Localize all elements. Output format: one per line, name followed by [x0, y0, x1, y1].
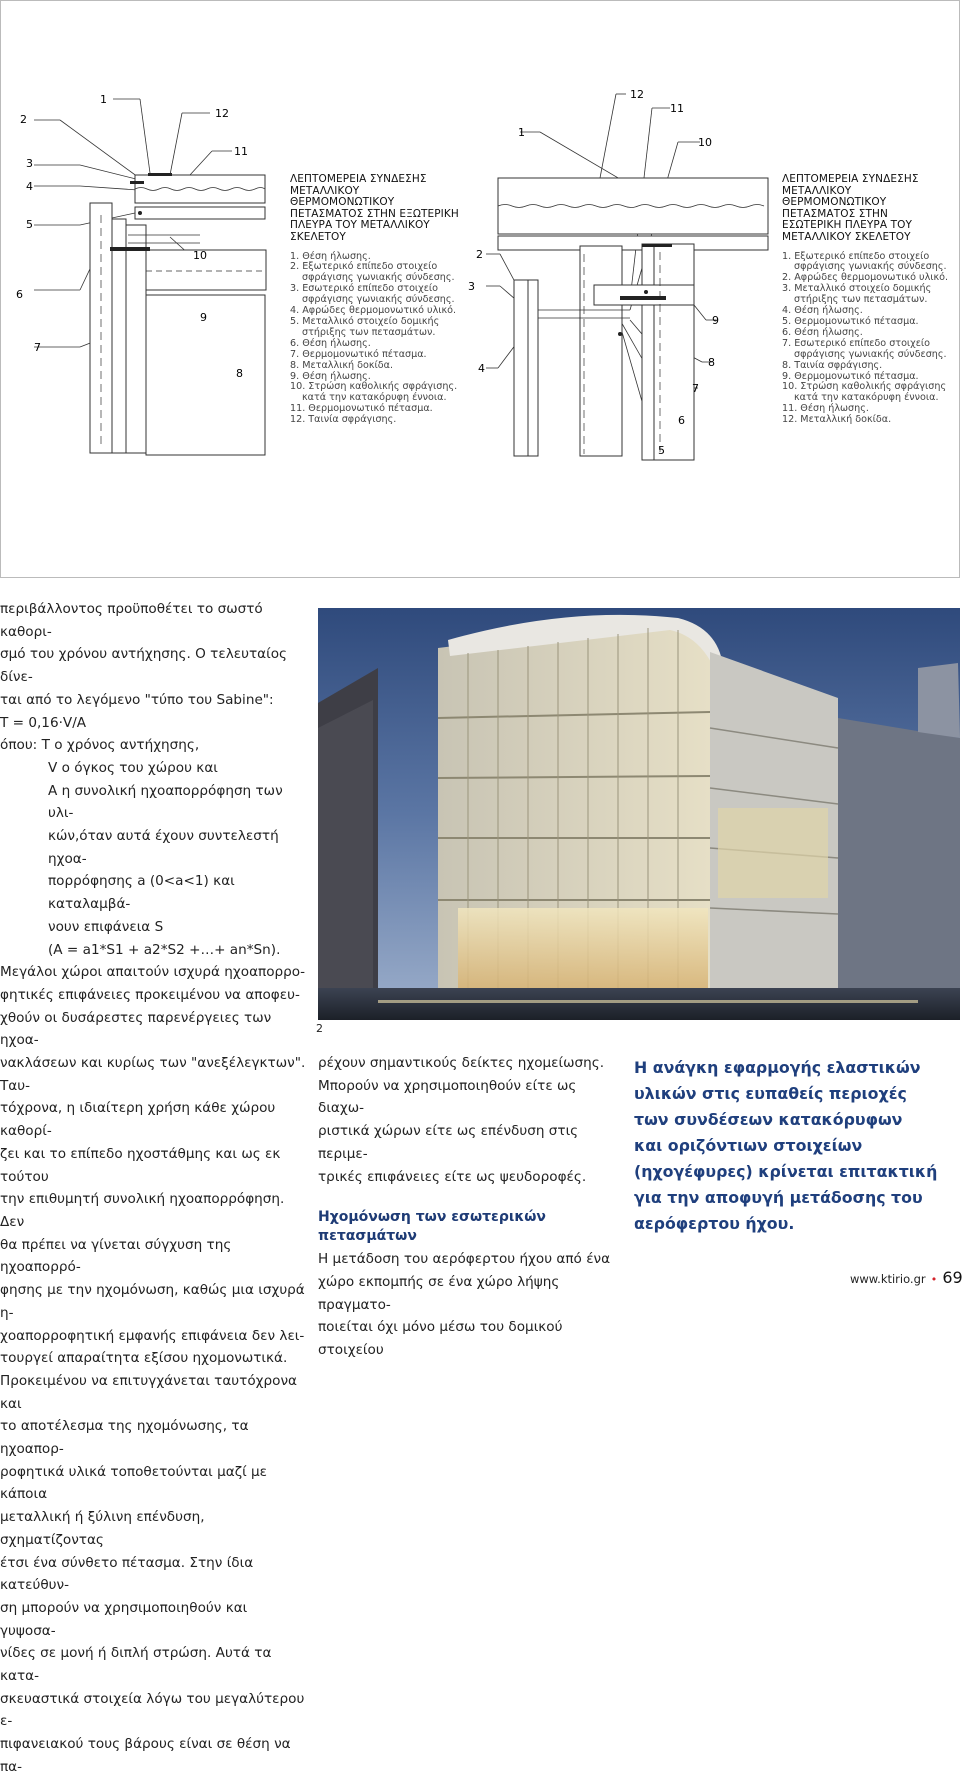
detail-drawing-1 [16, 85, 280, 465]
body-line: νίδες σε μονή ή διπλή στρώση. Αυτά τα κατα- [0, 1645, 272, 1685]
body-line: ζει και το επίπεδο ηχοστάθμης και ως εκ τούτου [0, 1145, 281, 1185]
body-line: τόχρονα, η ιδιαίτερη χρήση κάθε χώρου καθορί- [0, 1100, 276, 1140]
pull-quote [634, 1055, 954, 1237]
legend-item-label: 2. Αφρώδες θερμομονωτικό υλικό. [782, 272, 949, 284]
drawing2-title-line: ΛΕΠΤΟΜΕΡΕΙΑ ΣΥΝΔΕΣΗΣ [782, 173, 919, 185]
legend-item-label: 7. Εσωτερικό επίπεδο στοιχείο σφράγισης γωνιακής σύνδεσης. [782, 337, 947, 360]
body-line: κών,όταν αυτά έχουν συντελεστή ηχοα- [48, 828, 279, 867]
body-line: το αποτέλεσμα της ηχομόνωσης, τα ηχοαπορ- [0, 1418, 249, 1458]
drawing2-callout-7: 7 [692, 382, 699, 395]
body-line: πιφανειακού τους βάρους είναι σε θέση να πα- [0, 1736, 291, 1775]
body-line: T = 0,16·V/A [0, 714, 87, 731]
section-subheading [318, 1208, 618, 1246]
drawing2-callout-10: 10 [698, 136, 712, 149]
body-column-2 [318, 1052, 618, 1362]
body-line: ροφητικά υλικά τοποθετούνται μαζί με κάποια [0, 1463, 268, 1503]
drawing2-title-line: ΜΕΤΑΛΛΙΚΟΥ [782, 184, 852, 197]
legend-item [782, 361, 950, 372]
pull-quote-line: για την αποφυγή μετάδοσης του [634, 1188, 923, 1207]
legend-item-label: 2. Εξωτερικό επίπεδο στοιχείο σφράγισης γωνιακής σύνδεσης. [290, 261, 455, 284]
legend-item-label: 6. Θέση ήλωσης. [290, 337, 371, 349]
body-column-1 [0, 598, 306, 1779]
legend-item-label: 5. Μεταλλικό στοιχείο δομικής στήριξης των πετασμάτων. [290, 316, 440, 338]
legend-item [290, 415, 470, 426]
pull-quote-line: και οριζόντιων στοιχείων [634, 1136, 863, 1155]
legend-item [290, 284, 470, 306]
drawing2-title-line: ΜΕΤΑΛΛΙΚΟΥ ΣΚΕΛΕΤΟΥ [782, 230, 911, 243]
body-line: νουν επιφάνεια S [48, 918, 164, 935]
drawing1-title-line: ΛΕΠΤΟΜΕΡΕΙΑ ΣΥΝΔΕΣΗΣ [290, 173, 427, 185]
drawing1-callout-3: 3 [26, 157, 33, 170]
drawing2-callout-8: 8 [708, 356, 715, 369]
legend-item-label: 9. Θερμομονωτικό πέτασμα. [782, 370, 919, 382]
drawing1-callout-5: 5 [26, 218, 33, 231]
legend-item-label: 8. Μεταλλική δοκίδα. [290, 359, 394, 371]
subheading-line: Ηχομόνωση των εσωτερικών [318, 1209, 546, 1226]
drawing2-callout-3: 3 [468, 280, 475, 293]
drawing2-legend [782, 252, 950, 427]
drawing2-caption [782, 174, 950, 426]
legend-item-label: 10. Στρώση καθολικής σφράγισης. κατά την κατακόρυφη έννοια. [290, 381, 458, 404]
legend-item-label: 8. Ταινία σφράγισης. [782, 359, 883, 371]
drawing2-title-line: ΘΕΡΜΟΜΟΝΩΤΙΚΟΥ [782, 196, 887, 209]
body-line: την επιθυμητή συνολική ηχοαπορρόφηση. Δεν [0, 1191, 285, 1230]
body-line: Η μετάδοση του αερόφερτου ήχου από ένα [318, 1251, 611, 1268]
body-line: χώρο εκπομπής σε ένα χώρο λήψης πραγματο- [318, 1273, 560, 1313]
body-line: ποιείται όχι μόνο μέσω του δομικού στοιχείου [318, 1319, 563, 1359]
drawing1-callout-11: 11 [234, 145, 248, 158]
body-line: Μπορούν να χρησιμοποιηθούν είτε ως διαχω- [318, 1077, 577, 1117]
body-line: V ο όγκος του χώρου και [48, 759, 218, 776]
body-line: περιβάλλοντος προϋποθέτει το σωστό καθορι- [0, 601, 263, 640]
legend-item [290, 361, 470, 372]
body-line: έτσι ένα σύνθετο πέτασμα. Στην ίδια κατεύθυν- [0, 1554, 254, 1594]
drawing1-callout-12: 12 [215, 107, 229, 120]
footer-url[interactable]: www.ktirio.gr [850, 1272, 926, 1286]
legend-item-label: 4. Θέση ήλωσης. [782, 305, 863, 317]
drawing2-title-line: ΠΕΤΑΣΜΑΤΟΣ ΣΤΗΝ [782, 207, 888, 220]
drawing1-callout-10: 10 [193, 249, 207, 262]
legend-item [290, 262, 470, 284]
body-line: ται από το λεγόμενο "τύπο του Sabine": [0, 691, 274, 708]
body-line: ρέχουν σημαντικούς δείκτες ηχομείωσης. [318, 1055, 605, 1071]
legend-item [782, 339, 950, 361]
body-line: θα πρέπει να γίνεται σύγχυση της ηχοαπορρό- [0, 1236, 232, 1276]
drawing1-callout-2: 2 [20, 113, 27, 126]
pull-quote-line: υλικών στις ευπαθείς περιοχές [634, 1084, 907, 1103]
building-photo [318, 608, 960, 1020]
legend-item-label: 5. Θερμομονωτικό πέτασμα. [782, 316, 919, 327]
drawing1-caption [290, 174, 470, 426]
drawing1-title-line: ΠΛΕΥΡΑ ΤΟΥ ΜΕΤΑΛΛΙΚΟΥ [290, 219, 430, 232]
legend-item [782, 252, 950, 274]
legend-item-label: 4. Αφρώδες θερμομονωτικό υλικό. [290, 305, 457, 317]
legend-item-label: 10. Στρώση καθολικής σφράγισης κατά την κατακόρυφη έννοια. [782, 381, 947, 404]
drawing1-title [290, 174, 470, 244]
drawing2-title-line: ΕΣΩΤΕΡΙΚΗ ΠΛΕΥΡΑ ΤΟΥ [782, 219, 912, 232]
legend-item-label: 3. Εσωτερικό επίπεδο στοιχείο σφράγισης γωνιακής σύνδεσης. [290, 283, 455, 306]
legend-item-label: 11. Θερμομονωτικό πέτασμα. [290, 403, 433, 415]
body-line: χοαπορροφητική εμφανής επιφάνεια δεν λει- [0, 1327, 305, 1344]
pull-quote-line: (ηχογέφυρες) κρίνεται επιτακτική [634, 1162, 938, 1181]
body-line: ση μπορούν να χρησιμοποιηθούν και γυψοσα- [0, 1599, 248, 1639]
legend-item [290, 317, 470, 339]
drawing1-title-line: ΠΕΤΑΣΜΑΤΟΣ ΣΤΗΝ ΕΞΩΤΕΡΙΚΗ [290, 207, 459, 220]
pull-quote-line: των συνδέσεων κατακόρυφων [634, 1110, 903, 1129]
legend-item-label: 12. Ταινία σφράγισης. [290, 414, 397, 426]
legend-item-label: 11. Θέση ήλωσης. [782, 403, 869, 415]
legend-item-label: 9. Θέση ήλωσης. [290, 370, 371, 382]
drawing1-title-line: ΜΕΤΑΛΛΙΚΟΥ [290, 184, 360, 197]
drawing2-callout-6: 6 [678, 414, 685, 427]
drawing1-callout-1: 1 [100, 93, 107, 106]
legend-item-label: 1. Θέση ήλωσης. [290, 250, 371, 262]
body-line: (A = a1*S1 + a2*S2 +…+ an*Sn). [48, 941, 281, 958]
drawing2-callout-12: 12 [630, 88, 644, 101]
drawing2-title [782, 174, 950, 244]
legend-item-label: 3. Μεταλλικό στοιχείο δομικής στήριξης των πετασμάτων. [782, 283, 932, 306]
body-line: A η συνολική ηχοαπορρόφηση των υλι- [48, 782, 283, 822]
drawing1-callout-7: 7 [34, 341, 41, 354]
drawing1-title-line: ΣΚΕΛΕΤΟΥ [290, 230, 346, 243]
pull-quote-line: Η ανάγκη εφαρμογής ελαστικών [634, 1058, 921, 1077]
drawing2-callout-9: 9 [712, 314, 719, 327]
drawing2-callout-4: 4 [478, 362, 485, 375]
drawing2-callout-1: 1 [518, 126, 525, 139]
drawing1-callout-9: 9 [200, 311, 207, 324]
body-line: Προκειμένου να επιτυγχάνεται ταυτόχρονα και [0, 1372, 298, 1412]
body-line: τουργεί απαραίτητα εξίσου ηχομονωτικά. [0, 1350, 288, 1367]
body-line: φησης με την ηχομόνωση, καθώς μια ισχυρά η- [0, 1282, 305, 1321]
body-line: νακλάσεων και κυρίως των "ανεξέλεγκτων". Ταυ- [0, 1055, 306, 1094]
legend-item-label: 12. Μεταλλική δοκίδα. [782, 414, 892, 426]
footer-bullet: • [930, 1273, 938, 1286]
body-line: μεταλλική ή ξύλινη επένδυση, σχηματίζοντας [0, 1509, 205, 1548]
drawing2-callout-5: 5 [658, 444, 665, 457]
drawing1-legend [290, 252, 470, 427]
page-number: 69 [942, 1268, 963, 1287]
drawing1-callout-6: 6 [16, 288, 23, 301]
body-line: πορρόφησης a (0<a<1) και καταλαμβά- [48, 873, 235, 913]
legend-item-label: 1. Εξωτερικό επίπεδο στοιχείο σφράγισης γωνιακής σύνδεσης. [782, 250, 947, 273]
legend-item-label: 6. Θέση ήλωσης. [782, 326, 863, 338]
legend-item [782, 382, 950, 404]
body-line: τρικές επιφάνειες είτε ως ψευδοροφές. [318, 1168, 587, 1185]
legend-item [782, 415, 950, 426]
footer [850, 1268, 963, 1287]
photo-caption-number: 2 [316, 1022, 323, 1035]
body-line: Μεγάλοι χώροι απαιτούν ισχυρά ηχοαπορρο- [0, 964, 306, 981]
legend-item [782, 284, 950, 306]
legend-item [290, 350, 470, 361]
drawing1-callout-8: 8 [236, 367, 243, 380]
legend-item [290, 382, 470, 404]
drawing1-title-line: ΘΕΡΜΟΜΟΝΩΤΙΚΟΥ [290, 196, 395, 209]
drawing1-callout-4: 4 [26, 180, 33, 193]
drawing2-callout-11: 11 [670, 102, 684, 115]
legend-item-label: 7. Θερμομονωτικό πέτασμα. [290, 348, 427, 360]
detail-drawing-2 [470, 80, 770, 470]
body-line: σμό του χρόνου αντήχησης. Ο τελευταίος δίνε- [0, 646, 288, 686]
drawing2-callout-2: 2 [476, 248, 483, 261]
body-line: όπου: T ο χρόνος αντήχησης, [0, 737, 200, 754]
body-line: χθούν οι δυσάρεστες παρενέργειες των ηχοα- [0, 1009, 272, 1049]
subheading-line: πετασμάτων [318, 1228, 417, 1245]
pull-quote-line: αερόφερτου ήχου. [634, 1214, 795, 1233]
body-line: φητικές επιφάνειες προκειμένου να αποφευ- [0, 986, 300, 1003]
body-line: σκευαστικά στοιχεία λόγω του μεγαλύτερου ε- [0, 1690, 305, 1730]
body-line: ριστικά χώρων είτε ως επένδυση στις περιμε- [318, 1123, 579, 1162]
